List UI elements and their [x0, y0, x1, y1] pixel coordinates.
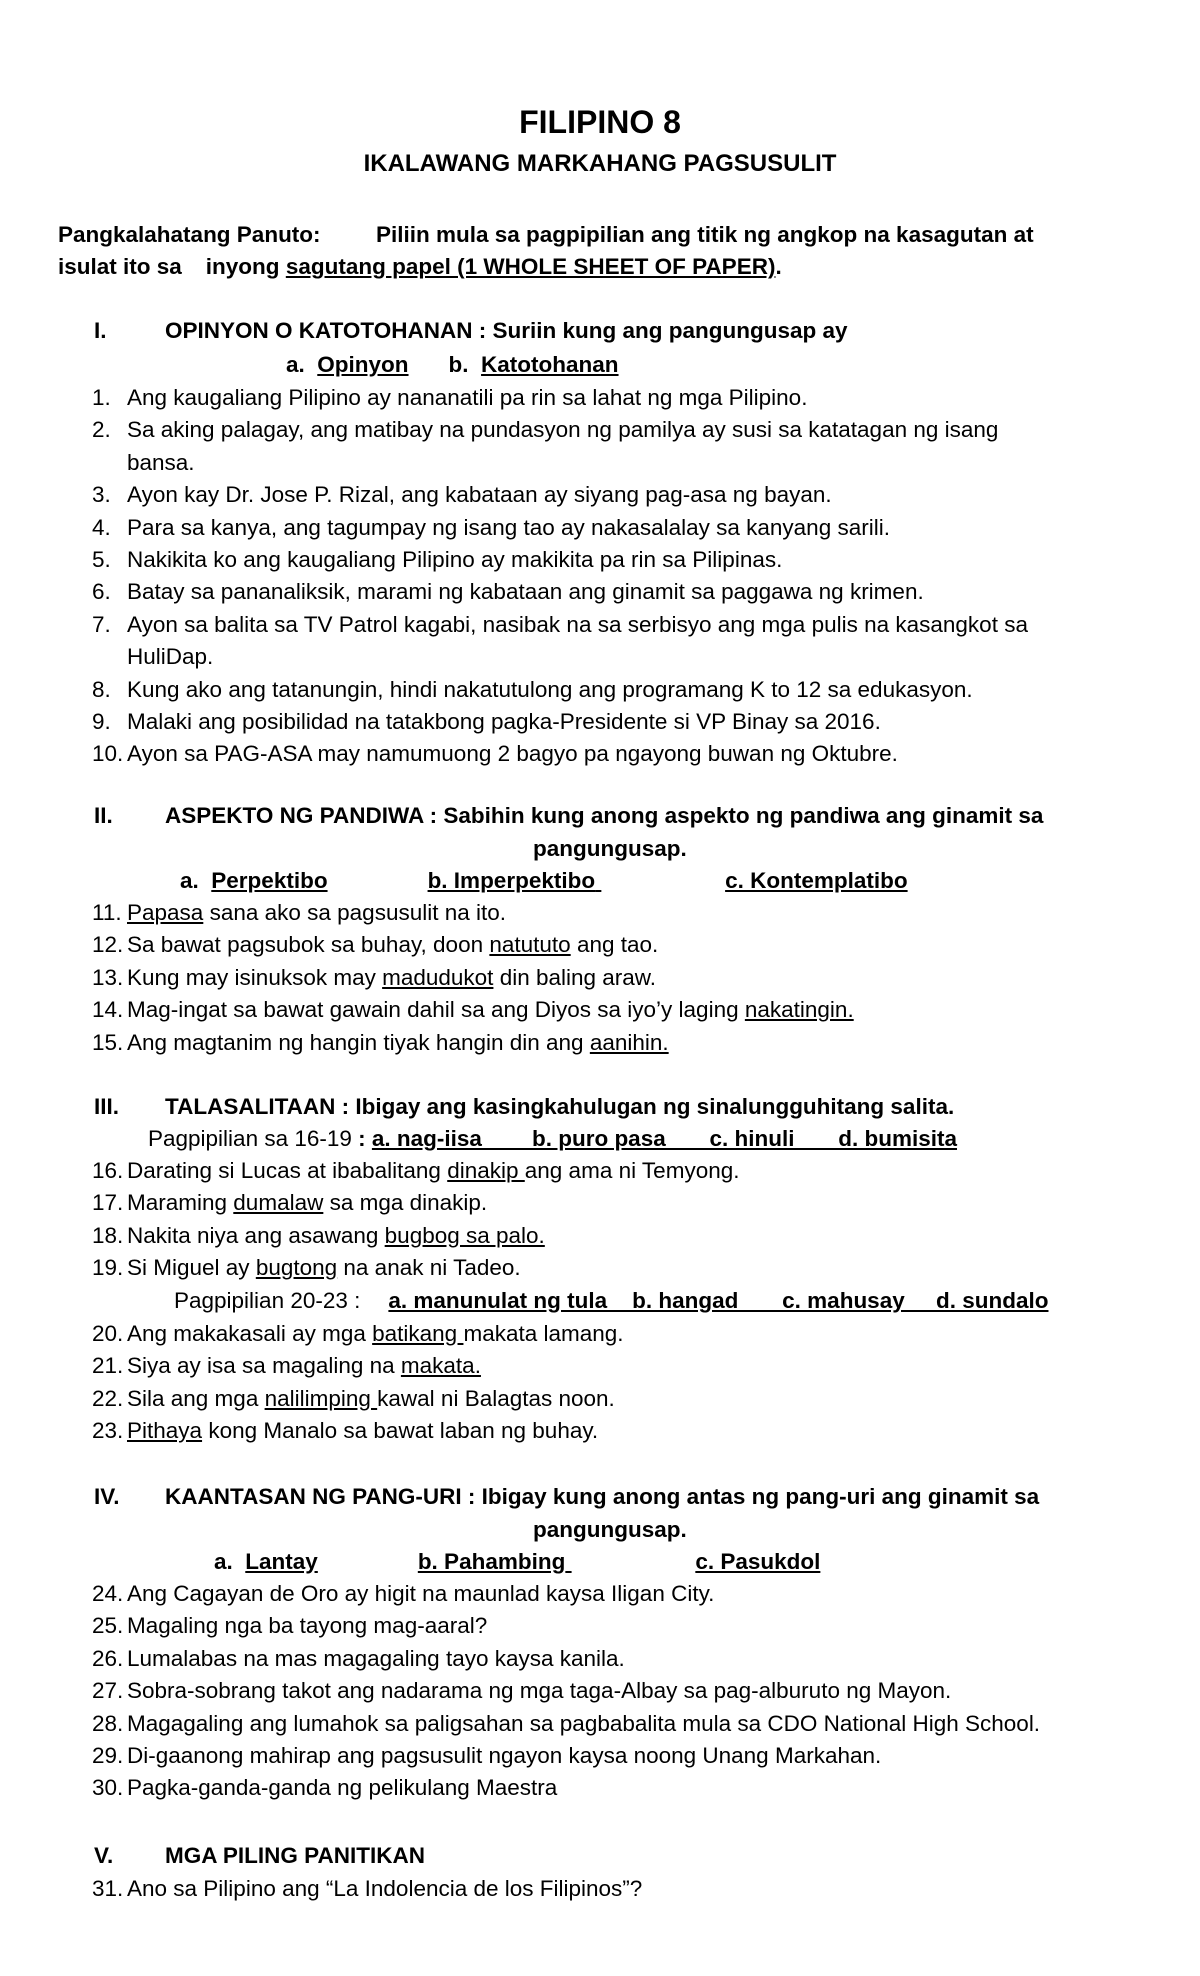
underlined-word: nakatingin.	[744, 997, 854, 1023]
item-number: 1.	[92, 385, 111, 410]
underlined-word: makata.	[400, 1353, 481, 1379]
list-item: Sobra-sobrang takot ang nadarama ng mga taga-Albay sa pag-alburuto ng Mayon.	[127, 1678, 952, 1704]
section-3-choices-2: Pagpipilian 20-23 : a. manunulat ng tula b. hangad c. mahusay d. sundalo	[174, 1288, 1049, 1313]
section-2-heading-cont: pangungusap.	[533, 836, 687, 861]
underlined-word: natututo	[489, 932, 571, 958]
list-item: Ang makakasali ay mga batikang makata lamang.	[127, 1321, 624, 1346]
section-2-heading: ASPEKTO NG PANDIWA : Sabihin kung anong aspekto ng pandiwa ang ginamit sa	[165, 803, 1044, 828]
list-item: Siya ay isa sa magaling na makata.	[127, 1353, 481, 1379]
underlined-word: Papasa	[127, 900, 204, 925]
list-item: Maraming dumalaw sa mga dinakip.	[127, 1190, 488, 1216]
section-3-roman: III.	[94, 1094, 120, 1119]
item-number: 28.	[92, 1710, 124, 1736]
underlined-word: nalilimping	[264, 1385, 378, 1411]
item-number: 4.	[92, 514, 111, 540]
section-1-heading: OPINYON O KATOTOHANAN : Suriin kung ang pangungusap ay	[165, 318, 848, 343]
list-item: Ang kaugaliang Pilipino ay nananatili pa rin sa lahat ng mga Pilipino.	[127, 385, 808, 410]
item-number: 22.	[92, 1385, 124, 1411]
item-number: 30.	[92, 1775, 124, 1801]
item-number: 11.	[92, 900, 122, 925]
item-number: 3.	[92, 482, 111, 508]
section-3-heading: TALASALITAAN : Ibigay ang kasingkahulugan ng sinalungguhitang salita.	[165, 1094, 955, 1119]
page-title: FILIPINO 8	[519, 104, 681, 140]
list-item: Malaki ang posibilidad na tatakbong pagka-Presidente si VP Binay sa 2016.	[127, 709, 881, 734]
list-item-continuation: HuliDap.	[127, 644, 214, 670]
item-number: 16.	[92, 1158, 124, 1183]
list-item: Para sa kanya, ang tagumpay ng isang tao ay nakasalalay sa kanyang sarili.	[127, 514, 890, 540]
item-number: 24.	[92, 1581, 124, 1606]
directions-label: Pangkalahatang Panuto:	[58, 222, 321, 247]
list-item: Ang magtanim ng hangin tiyak hangin din ang aanihin.	[127, 1029, 669, 1055]
item-number: 15.	[92, 1029, 124, 1055]
list-item: Ang Cagayan de Oro ay higit na maunlad kaysa Iligan City.	[127, 1581, 715, 1606]
list-item: Kung ako ang tatanungin, hindi nakatutulong ang programang K to 12 sa edukasyon.	[127, 676, 973, 702]
list-item: Nakikita ko ang kaugaliang Pilipino ay makikita pa rin sa Pilipinas.	[127, 547, 783, 572]
underlined-word: dumalaw	[233, 1190, 324, 1216]
list-item: Papasa sana ako sa pagsusulit na ito.	[127, 900, 507, 925]
list-item: Nakita niya ang asawang bugbog sa palo.	[127, 1222, 545, 1248]
directions-text: Piliin mula sa pagpipilian ang titik ng angkop na kasagutan at	[376, 222, 1034, 247]
item-number: 12.	[92, 932, 124, 958]
list-item: Sa aking palagay, ang matibay na pundasyon ng pamilya ay susi sa katatagan ng isang	[127, 417, 999, 443]
item-number: 7.	[92, 611, 111, 637]
item-number: 2.	[92, 417, 111, 443]
item-number: 10.	[92, 741, 124, 767]
list-item: Darating si Lucas at ibabalitang dinakip ang ama ni Temyong.	[127, 1158, 740, 1183]
section-4-heading: KAANTASAN NG PANG-URI : Ibigay kung anong antas ng pang-uri ang ginamit sa	[165, 1484, 1040, 1509]
item-number: 31.	[92, 1876, 124, 1901]
item-number: 21.	[92, 1353, 124, 1379]
underlined-word: madudukot	[382, 964, 494, 990]
list-item: Batay sa pananaliksik, marami ng kabataan ang ginamit sa paggawa ng krimen.	[127, 579, 924, 605]
list-item: Sa bawat pagsubok sa buhay, doon natututo ang tao.	[127, 932, 659, 958]
section-2-choices: a. Perpektibo b. Imperpektibo c. Kontemplatibo	[180, 868, 908, 893]
item-number: 20.	[92, 1321, 124, 1346]
item-number: 6.	[92, 579, 111, 605]
section-5-heading: MGA PILING PANITIKAN	[165, 1843, 425, 1868]
item-number: 26.	[92, 1645, 124, 1671]
list-item: Ayon kay Dr. Jose P. Rizal, ang kabataan ay siyang pag-asa ng bayan.	[127, 482, 832, 508]
section-4-roman: IV.	[94, 1484, 120, 1509]
list-item: Pagka-ganda-ganda ng pelikulang Maestra	[127, 1775, 558, 1801]
section-1-choices: a. Opinyon b. Katotohanan	[286, 352, 619, 377]
list-item: Sila ang mga nalilimping kawal ni Balagtas noon.	[127, 1385, 615, 1411]
item-number: 29.	[92, 1743, 124, 1768]
underlined-word: batikang	[372, 1321, 464, 1346]
item-number: 5.	[92, 547, 111, 572]
list-item: Lumalabas na mas magagaling tayo kaysa kanila.	[127, 1645, 625, 1671]
list-item: Ayon sa balita sa TV Patrol kagabi, nasibak na sa serbisyo ang mga pulis na kasangkot sa	[127, 611, 1028, 637]
list-item-continuation: bansa.	[127, 449, 195, 475]
list-item: Mag-ingat sa bawat gawain dahil sa ang Diyos sa iyo’y laging nakatingin.	[127, 997, 854, 1023]
item-number: 25.	[92, 1613, 124, 1639]
list-item: Si Miguel ay bugtong na anak ni Tadeo.	[127, 1255, 521, 1281]
item-number: 13.	[92, 964, 124, 990]
item-number: 17.	[92, 1190, 124, 1216]
section-4-heading-cont: pangungusap.	[533, 1517, 687, 1542]
item-number: 23.	[92, 1418, 124, 1444]
answer-sheet-note: sagutang papel (1 WHOLE SHEET OF PAPER)	[285, 254, 776, 279]
item-number: 18.	[92, 1222, 124, 1248]
underlined-word: bugtong	[255, 1255, 338, 1281]
underlined-word: bugbog sa palo.	[384, 1222, 545, 1248]
item-number: 9.	[92, 709, 111, 734]
underlined-word: aanihin.	[589, 1029, 669, 1055]
item-number: 14.	[92, 997, 124, 1023]
list-item: Kung may isinuksok may madudukot din baling araw.	[127, 964, 657, 990]
section-3-choices-1: Pagpipilian sa 16-19 : a. nag-iisa b. puro pasa c. hinuli d. bumisita	[148, 1126, 958, 1151]
underlined-word: Pithaya	[127, 1418, 203, 1444]
section-4-choices: a. Lantay b. Pahambing c. Pasukdol	[214, 1549, 821, 1574]
list-item: Di-gaanong mahirap ang pagsusulit ngayon kaysa noong Unang Markahan.	[127, 1743, 882, 1768]
item-number: 19.	[92, 1255, 124, 1281]
list-item: Ayon sa PAG-ASA may namumuong 2 bagyo pa ngayong buwan ng Oktubre.	[127, 741, 898, 767]
list-item: Magaling nga ba tayong mag-aaral?	[127, 1613, 488, 1639]
section-5-roman: V.	[94, 1843, 114, 1868]
directions-text-line2: isulat ito sa inyong sagutang papel (1 WHOLE SHEET OF PAPER).	[58, 254, 782, 279]
list-item: Pithaya kong Manalo sa bawat laban ng buhay.	[127, 1418, 599, 1444]
underlined-word: dinakip	[447, 1158, 525, 1183]
list-item: Ano sa Pilipino ang “La Indolencia de los Filipinos”?	[127, 1876, 643, 1901]
section-1-roman: I.	[94, 318, 107, 343]
list-item: Magagaling ang lumahok sa paligsahan sa pagbabalita mula sa CDO National High School.	[127, 1710, 1041, 1736]
item-number: 27.	[92, 1678, 124, 1704]
item-number: 8.	[92, 676, 111, 702]
page-subtitle: IKALAWANG MARKAHANG PAGSUSULIT	[363, 150, 837, 177]
section-2-roman: II.	[94, 803, 113, 828]
